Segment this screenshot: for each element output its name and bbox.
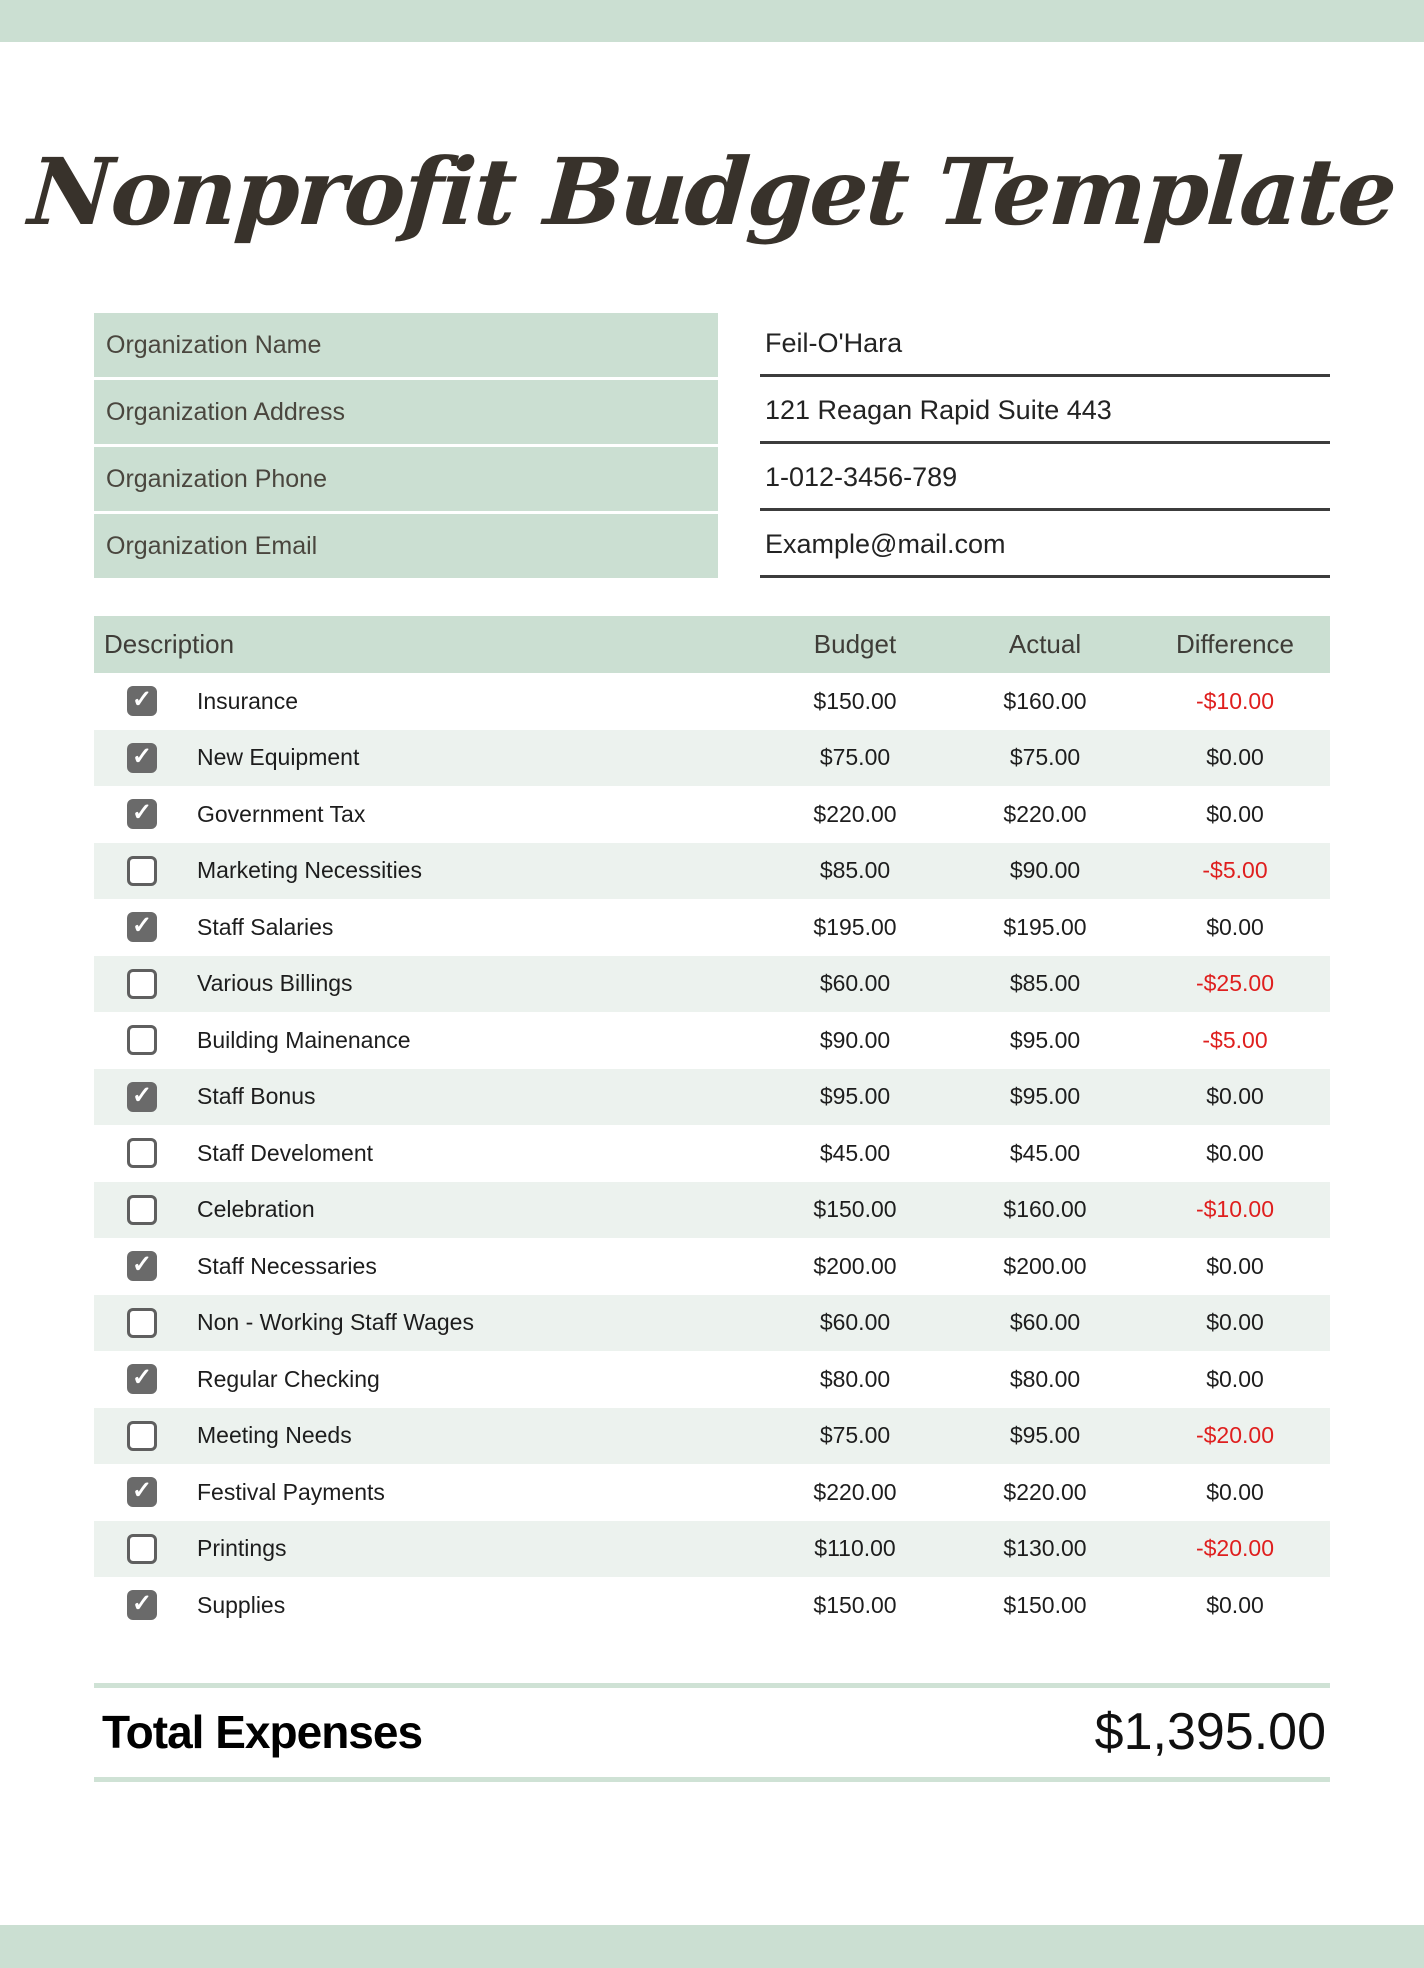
- budget-cell: $200.00: [813, 1252, 897, 1279]
- row-description: Staff Necessaries: [197, 1252, 377, 1279]
- row-description: Building Mainenance: [197, 1026, 411, 1053]
- difference-cell: $0.00: [1206, 1478, 1264, 1505]
- difference-cell: -$20.00: [1195, 1422, 1274, 1449]
- table-row: [94, 899, 1330, 956]
- org-field-label: Organization Name: [94, 313, 718, 377]
- org-field-value[interactable]: Feil-O'Hara: [760, 313, 1330, 377]
- header-budget: Budget: [813, 629, 897, 659]
- row-description: Regular Checking: [197, 1365, 380, 1392]
- budget-cell: $60.00: [819, 1309, 891, 1336]
- check-icon: ✓: [131, 686, 153, 714]
- budget-table: [94, 616, 1330, 1634]
- check-icon: ✓: [131, 912, 153, 940]
- row-description: Staff Salaries: [197, 913, 334, 940]
- row-description: Supplies: [197, 1591, 286, 1618]
- row-checkbox[interactable]: [127, 1364, 157, 1394]
- table-row: [94, 1295, 1330, 1352]
- actual-cell: $95.00: [1009, 1083, 1081, 1110]
- description-cell: [94, 969, 760, 999]
- difference-cell: $0.00: [1206, 913, 1264, 940]
- row-checkbox[interactable]: [127, 1477, 157, 1507]
- actual-cell: $220.00: [1003, 1478, 1087, 1505]
- budget-cell: $195.00: [813, 913, 897, 940]
- difference-cell: $0.00: [1206, 1083, 1264, 1110]
- check-icon: ✓: [131, 1364, 153, 1392]
- table-row: [94, 673, 1330, 730]
- description-cell: [94, 1138, 760, 1168]
- difference-cell: $0.00: [1206, 1139, 1264, 1166]
- top-accent-bar: [0, 0, 1424, 42]
- row-description: New Equipment: [197, 744, 360, 771]
- header-difference: Difference: [1175, 629, 1295, 659]
- row-description: Government Tax: [197, 800, 366, 827]
- budget-cell: $75.00: [819, 1422, 891, 1449]
- org-field-value[interactable]: 1-012-3456-789: [760, 447, 1330, 511]
- bottom-accent-bar: [0, 1925, 1424, 1968]
- row-checkbox[interactable]: [127, 1421, 157, 1451]
- row-checkbox[interactable]: [127, 743, 157, 773]
- header-description: Description: [104, 629, 235, 659]
- budget-cell: $45.00: [819, 1139, 891, 1166]
- description-cell: [94, 1364, 760, 1394]
- org-field-value[interactable]: 121 Reagan Rapid Suite 443: [760, 380, 1330, 444]
- description-cell: [94, 1308, 760, 1338]
- description-cell: [94, 743, 760, 773]
- row-description: Non - Working Staff Wages: [197, 1309, 474, 1336]
- row-description: Printings: [197, 1535, 287, 1562]
- difference-cell: $0.00: [1206, 1365, 1264, 1392]
- org-info-section: [94, 313, 1330, 578]
- row-checkbox[interactable]: [127, 912, 157, 942]
- budget-cell: $90.00: [819, 1026, 891, 1053]
- description-cell: [94, 856, 760, 886]
- difference-cell: $0.00: [1206, 1309, 1264, 1336]
- org-field-label: Organization Address: [94, 380, 718, 444]
- row-description: Festival Payments: [197, 1478, 385, 1505]
- row-checkbox[interactable]: [127, 686, 157, 716]
- difference-cell: -$5.00: [1202, 857, 1268, 884]
- description-cell: [94, 686, 760, 716]
- actual-cell: $75.00: [1009, 744, 1081, 771]
- description-cell: [94, 1477, 760, 1507]
- table-row: [94, 1182, 1330, 1239]
- actual-cell: $95.00: [1009, 1026, 1081, 1053]
- table-row: [94, 1521, 1330, 1578]
- description-cell: [94, 1082, 760, 1112]
- row-description: Celebration: [197, 1196, 315, 1223]
- org-field-value[interactable]: Example@mail.com: [760, 514, 1330, 578]
- org-field-label: Organization Email: [94, 514, 718, 578]
- actual-cell: $150.00: [1003, 1591, 1087, 1618]
- row-description: Insurance: [197, 687, 299, 714]
- description-cell: [94, 799, 760, 829]
- actual-cell: $45.00: [1009, 1139, 1081, 1166]
- budget-cell: $75.00: [819, 744, 891, 771]
- table-row: [94, 786, 1330, 843]
- row-checkbox[interactable]: [127, 1251, 157, 1281]
- row-checkbox[interactable]: [127, 1590, 157, 1620]
- description-cell: [94, 1421, 760, 1451]
- table-row: [94, 1125, 1330, 1182]
- org-field-row: [94, 447, 1330, 511]
- row-description: Meeting Needs: [197, 1422, 352, 1449]
- difference-cell: $0.00: [1206, 744, 1264, 771]
- check-icon: ✓: [131, 799, 153, 827]
- row-description: Staff Bonus: [197, 1083, 316, 1110]
- budget-cell: $220.00: [813, 1478, 897, 1505]
- total-row: [94, 1688, 1330, 1777]
- actual-cell: $160.00: [1003, 1196, 1087, 1223]
- table-row: [94, 956, 1330, 1013]
- table-row: [94, 1012, 1330, 1069]
- difference-cell: -$5.00: [1202, 1026, 1268, 1053]
- row-checkbox[interactable]: [127, 1308, 157, 1338]
- org-field-row: [94, 380, 1330, 444]
- budget-cell: $110.00: [814, 1535, 896, 1562]
- difference-cell: -$20.00: [1195, 1535, 1274, 1562]
- table-row: [94, 730, 1330, 787]
- difference-cell: -$25.00: [1195, 970, 1274, 997]
- row-checkbox[interactable]: [127, 1025, 157, 1055]
- row-checkbox[interactable]: [127, 1138, 157, 1168]
- budget-cell: $150.00: [813, 1591, 897, 1618]
- org-field-row: [94, 313, 1330, 377]
- description-cell: [94, 1251, 760, 1281]
- table-row: [94, 1577, 1330, 1634]
- difference-cell: -$10.00: [1195, 687, 1274, 714]
- row-checkbox[interactable]: [127, 856, 157, 886]
- actual-cell: $200.00: [1003, 1252, 1087, 1279]
- table-row: [94, 1464, 1330, 1521]
- budget-cell: $60.00: [819, 970, 891, 997]
- row-checkbox[interactable]: [127, 969, 157, 999]
- actual-cell: $60.00: [1009, 1309, 1081, 1336]
- check-icon: ✓: [131, 1477, 153, 1505]
- org-rows-container: [94, 313, 1330, 578]
- row-checkbox[interactable]: [127, 1534, 157, 1564]
- actual-cell: $80.00: [1009, 1365, 1081, 1392]
- org-field-label: Organization Phone: [94, 447, 718, 511]
- total-bottom-divider: [94, 1777, 1330, 1782]
- total-section: [94, 1683, 1330, 1782]
- row-checkbox[interactable]: [127, 1082, 157, 1112]
- row-description: Marketing Necessities: [197, 857, 422, 884]
- table-row: [94, 1069, 1330, 1126]
- actual-cell: $160.00: [1003, 687, 1087, 714]
- description-cell: [94, 1195, 760, 1225]
- actual-cell: $195.00: [1003, 913, 1087, 940]
- table-row: [94, 1238, 1330, 1295]
- budget-cell: $150.00: [813, 1196, 897, 1223]
- actual-cell: $95.00: [1009, 1422, 1081, 1449]
- difference-cell: $0.00: [1206, 1252, 1264, 1279]
- check-icon: ✓: [131, 1590, 153, 1618]
- org-field-row: [94, 514, 1330, 578]
- description-cell: [94, 1534, 760, 1564]
- difference-cell: $0.00: [1206, 1591, 1264, 1618]
- difference-cell: $0.00: [1206, 800, 1264, 827]
- description-cell: [94, 1590, 760, 1620]
- row-description: Various Billings: [197, 970, 353, 997]
- budget-cell: $150.00: [813, 687, 897, 714]
- table-row: [94, 1408, 1330, 1465]
- header-actual: Actual: [1008, 629, 1082, 659]
- budget-cell: $85.00: [819, 857, 891, 884]
- page-title: Nonprofit Budget Template: [25, 138, 1399, 246]
- actual-cell: $220.00: [1003, 800, 1087, 827]
- difference-cell: -$10.00: [1195, 1196, 1274, 1223]
- budget-cell: $220.00: [813, 800, 897, 827]
- budget-cell: $95.00: [819, 1083, 891, 1110]
- check-icon: ✓: [131, 1081, 153, 1109]
- total-expenses-value: $1,395.00: [1094, 1703, 1326, 1761]
- description-cell: [94, 1025, 760, 1055]
- actual-cell: $90.00: [1009, 857, 1081, 884]
- row-checkbox[interactable]: [127, 799, 157, 829]
- row-description: Staff Develoment: [197, 1139, 374, 1166]
- row-checkbox[interactable]: [127, 1195, 157, 1225]
- actual-cell: $130.00: [1003, 1535, 1087, 1562]
- table-row: [94, 843, 1330, 900]
- actual-cell: $85.00: [1009, 970, 1081, 997]
- total-expenses-label: Total Expenses: [102, 1706, 423, 1758]
- table-header-row: [94, 616, 1330, 673]
- budget-cell: $80.00: [819, 1365, 891, 1392]
- check-icon: ✓: [131, 1251, 153, 1279]
- description-cell: [94, 912, 760, 942]
- table-row: [94, 1351, 1330, 1408]
- check-icon: ✓: [131, 742, 153, 770]
- table-rows-container: [94, 673, 1330, 1634]
